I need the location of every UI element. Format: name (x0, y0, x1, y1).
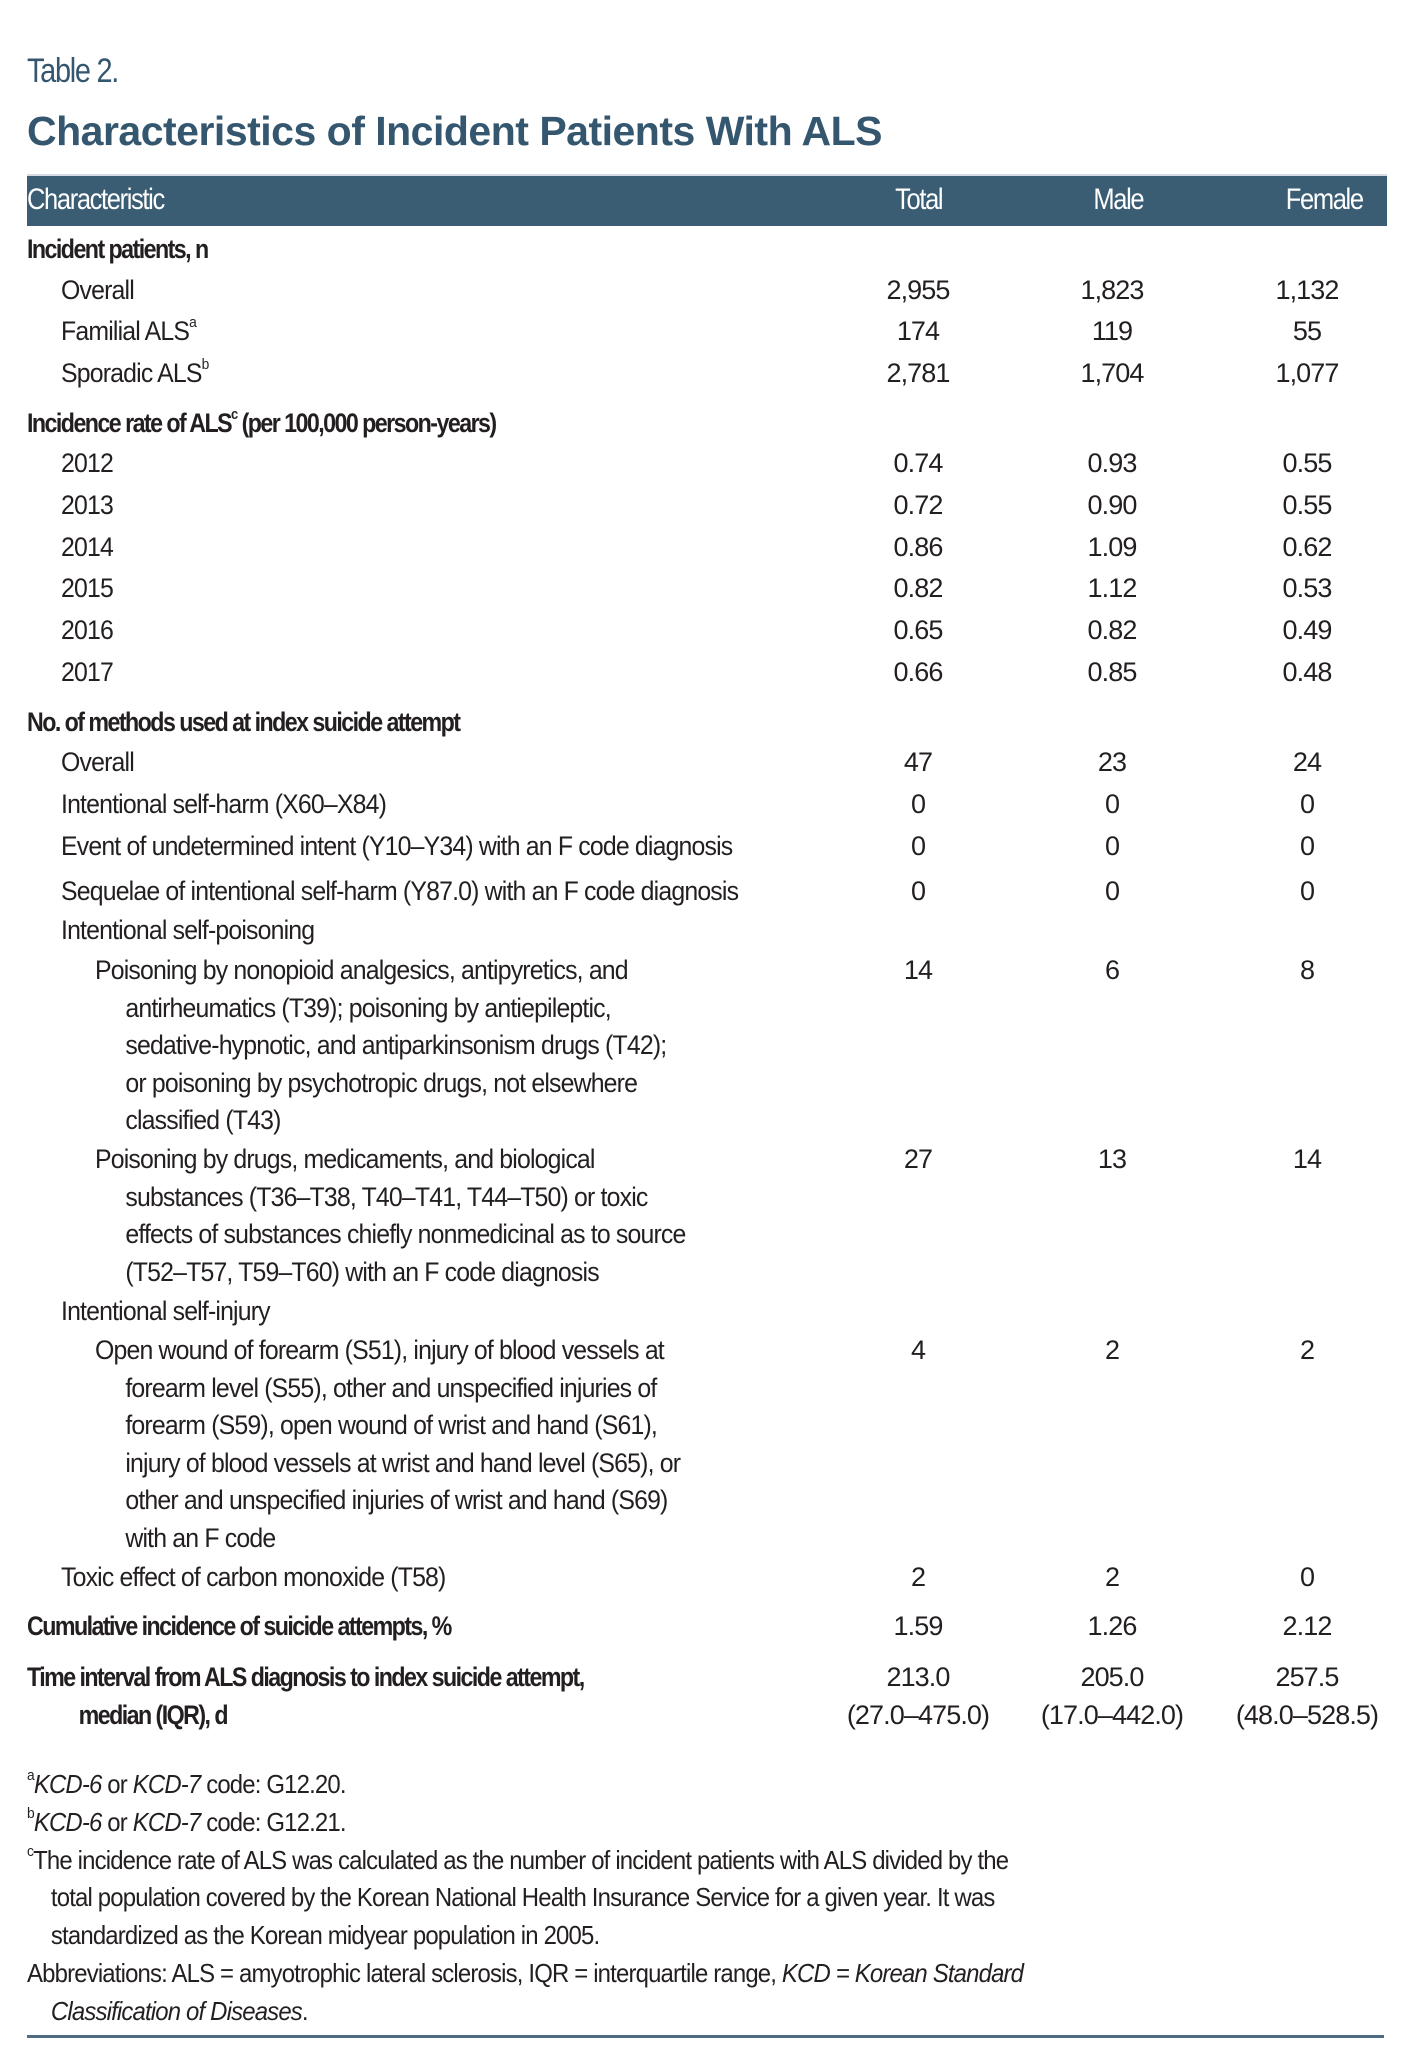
row-label (61, 873, 738, 911)
row-label (61, 786, 386, 824)
label-line: Intentional self-poisoning (61, 915, 315, 945)
row-label (61, 529, 113, 567)
value-female: 8 (1299, 955, 1315, 985)
label-line: Open wound of forearm (S51), injury of blood vessels at (95, 1335, 664, 1365)
label-line: 2017 (61, 657, 113, 687)
column-header-female: Female (1285, 183, 1363, 216)
footnote (27, 1766, 346, 1804)
value-female: 14 (1292, 1144, 1322, 1174)
row-label (27, 1659, 584, 1734)
value-male: 1.26 (1087, 1611, 1137, 1641)
row-label (27, 1608, 451, 1646)
row-label (27, 405, 496, 443)
value-female: 0 (1299, 1562, 1315, 1592)
value-female: 0.62 (1282, 532, 1332, 562)
value-total: 0.66 (893, 657, 943, 687)
label-line: Toxic effect of carbon monoxide (T58) (61, 1562, 446, 1592)
value-male: 1,704 (1080, 358, 1144, 388)
value-male: 1.12 (1087, 573, 1137, 603)
italic-text: KCD-6 (33, 1769, 102, 1799)
value-male: 1,823 (1080, 275, 1144, 305)
row-label (61, 1559, 446, 1597)
value-male: 2 (1104, 1335, 1120, 1365)
label-line: Intentional self-injury (61, 1296, 270, 1326)
label-line: with an F code (125, 1522, 276, 1553)
label-line: sedative-hypnotic, and antiparkinsonism drugs (T42); (125, 1030, 667, 1060)
label-line: substances (T36–T38, T40–T41, T44–T50) or toxic (125, 1181, 648, 1212)
label-line: Incidence rate of ALS$^c$ (per 100,000 person-years) (27, 406, 496, 438)
value-female: 0 (1299, 876, 1315, 906)
label-line: Cumulative incidence of suicide attempts, % (27, 1611, 451, 1641)
row-label (61, 654, 113, 692)
label-line: 2012 (61, 448, 113, 478)
label-line: or poisoning by psychotropic drugs, not elsewhere (125, 1067, 638, 1098)
label-line: 2015 (61, 573, 113, 603)
label-line: Event of undetermined intent (Y10–Y34) with an F code diagnosis (61, 831, 733, 861)
value-total: 0 (910, 831, 926, 861)
value-female: 2 (1299, 1335, 1315, 1365)
value-male: 119 (1091, 316, 1133, 346)
table-label: Table 2. (27, 52, 119, 90)
label-line: classified (T43) (125, 1105, 281, 1135)
value-female: 0.49 (1282, 615, 1332, 645)
label-line: forearm level (S55), other and unspecified injuries of (125, 1372, 657, 1403)
footnote-marker: a (189, 314, 196, 331)
column-header-total: Total (895, 183, 943, 216)
italic-text: Classification of Diseases (50, 1995, 302, 2026)
value-male: 13 (1097, 1144, 1127, 1174)
footnote (27, 1804, 346, 1842)
row-label (95, 1332, 680, 1557)
label-line: Overall (61, 275, 134, 305)
label-line: Time interval from ALS diagnosis to index suicide attempt, (27, 1662, 584, 1692)
label-line: injury of blood vessels at wrist and hand level (S65), or (125, 1447, 681, 1478)
italic-text: KCD-6 (33, 1806, 102, 1837)
row-label (95, 1141, 686, 1291)
value-total: 4 (910, 1335, 926, 1365)
label-line: 2013 (61, 490, 113, 520)
row-label (61, 487, 113, 525)
label-line: Poisoning by nonopioid analgesics, antipyretics, and (95, 955, 628, 985)
row-label (27, 704, 459, 742)
value-male: 0.90 (1087, 490, 1137, 520)
value-male: 0 (1104, 831, 1120, 861)
footnote-line: Abbreviations: ALS = amyotrophic lateral sclerosis, IQR = interquartile range, KCD = Korean Standard (27, 1958, 1024, 1988)
value-male: 0.85 (1087, 657, 1137, 687)
value-female: 257.5 (48.0–528.5) (1235, 1662, 1379, 1730)
value-female: 2.12 (1282, 1611, 1332, 1641)
label-line: Intentional self-harm (X60–X84) (61, 789, 387, 819)
value-total: 0.86 (893, 532, 943, 562)
italic-text: KCD-7 (132, 1806, 201, 1837)
label-line: forearm (S59), open wound of wrist and hand (S61), (125, 1410, 657, 1440)
value-total: 2,781 (886, 358, 950, 388)
table-title: Characteristics of Incident Patients With ALS (27, 108, 882, 154)
row-label (61, 744, 134, 782)
row-label (61, 912, 314, 950)
row-label (61, 355, 208, 393)
value-male: 0 (1104, 876, 1120, 906)
column-header-male: Male (1093, 183, 1144, 216)
value-total: 0 (910, 876, 926, 906)
value-female: 55 (1292, 316, 1322, 346)
value-female: 0 (1299, 789, 1315, 819)
label-line: Sequelae of intentional self-harm (Y87.0) with an F code diagnosis (61, 876, 739, 906)
footnote-marker: c (231, 406, 237, 423)
value-female: 1,077 (1275, 358, 1339, 388)
footnote-marker: b (201, 356, 209, 373)
italic-text: KCD = Korean Standard (781, 1958, 1024, 1988)
label-line: (T52–T57, T59–T60) with an F code diagnosis (125, 1256, 599, 1287)
label-line: No. of methods used at index suicide attempt (27, 707, 460, 737)
row-label (61, 570, 113, 608)
value-total: 0.72 (893, 490, 943, 520)
value-total: 2 (910, 1562, 926, 1592)
footnote-line: standardized as the Korean midyear population in 2005. (50, 1920, 600, 1951)
row-label (27, 231, 208, 269)
value-total: 0.74 (893, 448, 943, 478)
row-label (95, 952, 666, 1140)
label-line: other and unspecified injuries of wrist and hand (S69) (125, 1485, 668, 1515)
row-label (61, 612, 113, 650)
value-total: 2,955 (886, 275, 950, 305)
label-line: effects of substances chiefly nonmedicinal as to source (125, 1219, 686, 1249)
value-male: 6 (1104, 955, 1120, 985)
value-male: 205.0 (17.0–442.0) (1040, 1662, 1184, 1730)
footnote-marker: c (27, 1842, 34, 1860)
value-total: 0.82 (893, 573, 943, 603)
footnote-line: $^a$KCD-6 or KCD-7 code: G12.20. (27, 1767, 346, 1799)
value-male: 0.82 (1087, 615, 1137, 645)
label-line: Sporadic ALS$^b$ (61, 356, 209, 388)
label-line: 2014 (61, 532, 113, 562)
value-female: 1,132 (1275, 275, 1339, 305)
footnote-line: $^b$KCD-6 or KCD-7 code: G12.21. (27, 1804, 346, 1837)
table-header (27, 174, 1387, 226)
value-total: 27 (903, 1144, 933, 1174)
value-female: 0.55 (1282, 448, 1332, 478)
value-total: 0.65 (893, 615, 943, 645)
footnote-line: Classification of Diseases. (50, 1995, 308, 2026)
footnote-marker: a (27, 1767, 34, 1784)
value-total: 1.59 (893, 1611, 943, 1641)
value-female: 0.48 (1282, 657, 1332, 687)
value-total: 0 (910, 789, 926, 819)
value-total: 174 (896, 316, 940, 346)
value-male: 1.09 (1087, 532, 1137, 562)
bottom-rule (27, 2035, 1384, 2038)
footnote (27, 1842, 1008, 1955)
value-total: 47 (903, 747, 933, 777)
row-label (61, 1293, 270, 1331)
row-label (61, 445, 113, 483)
value-female: 0.55 (1282, 490, 1332, 520)
value-male: 0 (1104, 789, 1120, 819)
value-male: 23 (1097, 747, 1127, 777)
footnote (27, 1955, 1023, 2031)
label-line: Poisoning by drugs, medicaments, and biological (95, 1144, 595, 1174)
label-line: Incident patients, n (27, 234, 208, 264)
value-female: 0.53 (1282, 573, 1332, 603)
value-total: 213.0 (27.0–475.0) (846, 1662, 990, 1730)
footnote-line: total population covered by the Korean National Health Insurance Service for a given year. It was (50, 1882, 995, 1913)
value-total: 14 (903, 955, 933, 985)
italic-text: KCD-7 (132, 1769, 201, 1799)
footnote-line: $^c$The incidence rate of ALS was calculated as the number of incident patients with ALS divided by the (27, 1842, 1009, 1875)
label-line: Overall (61, 747, 134, 777)
label-line: Familial ALS$^a$ (61, 314, 196, 346)
row-label (61, 828, 732, 866)
value-female: 24 (1292, 747, 1322, 777)
value-male: 0.93 (1087, 448, 1137, 478)
row-label (61, 272, 134, 310)
label-line: 2016 (61, 615, 113, 645)
footnote-marker: b (27, 1804, 34, 1822)
value-female: 0 (1299, 831, 1315, 861)
column-header-characteristic: Characteristic (27, 183, 164, 216)
row-label (61, 313, 196, 351)
value-male: 2 (1104, 1562, 1120, 1592)
label-line: median (IQR), d (78, 1699, 227, 1730)
label-line: antirheumatics (T39); poisoning by antiepileptic, (125, 992, 611, 1023)
